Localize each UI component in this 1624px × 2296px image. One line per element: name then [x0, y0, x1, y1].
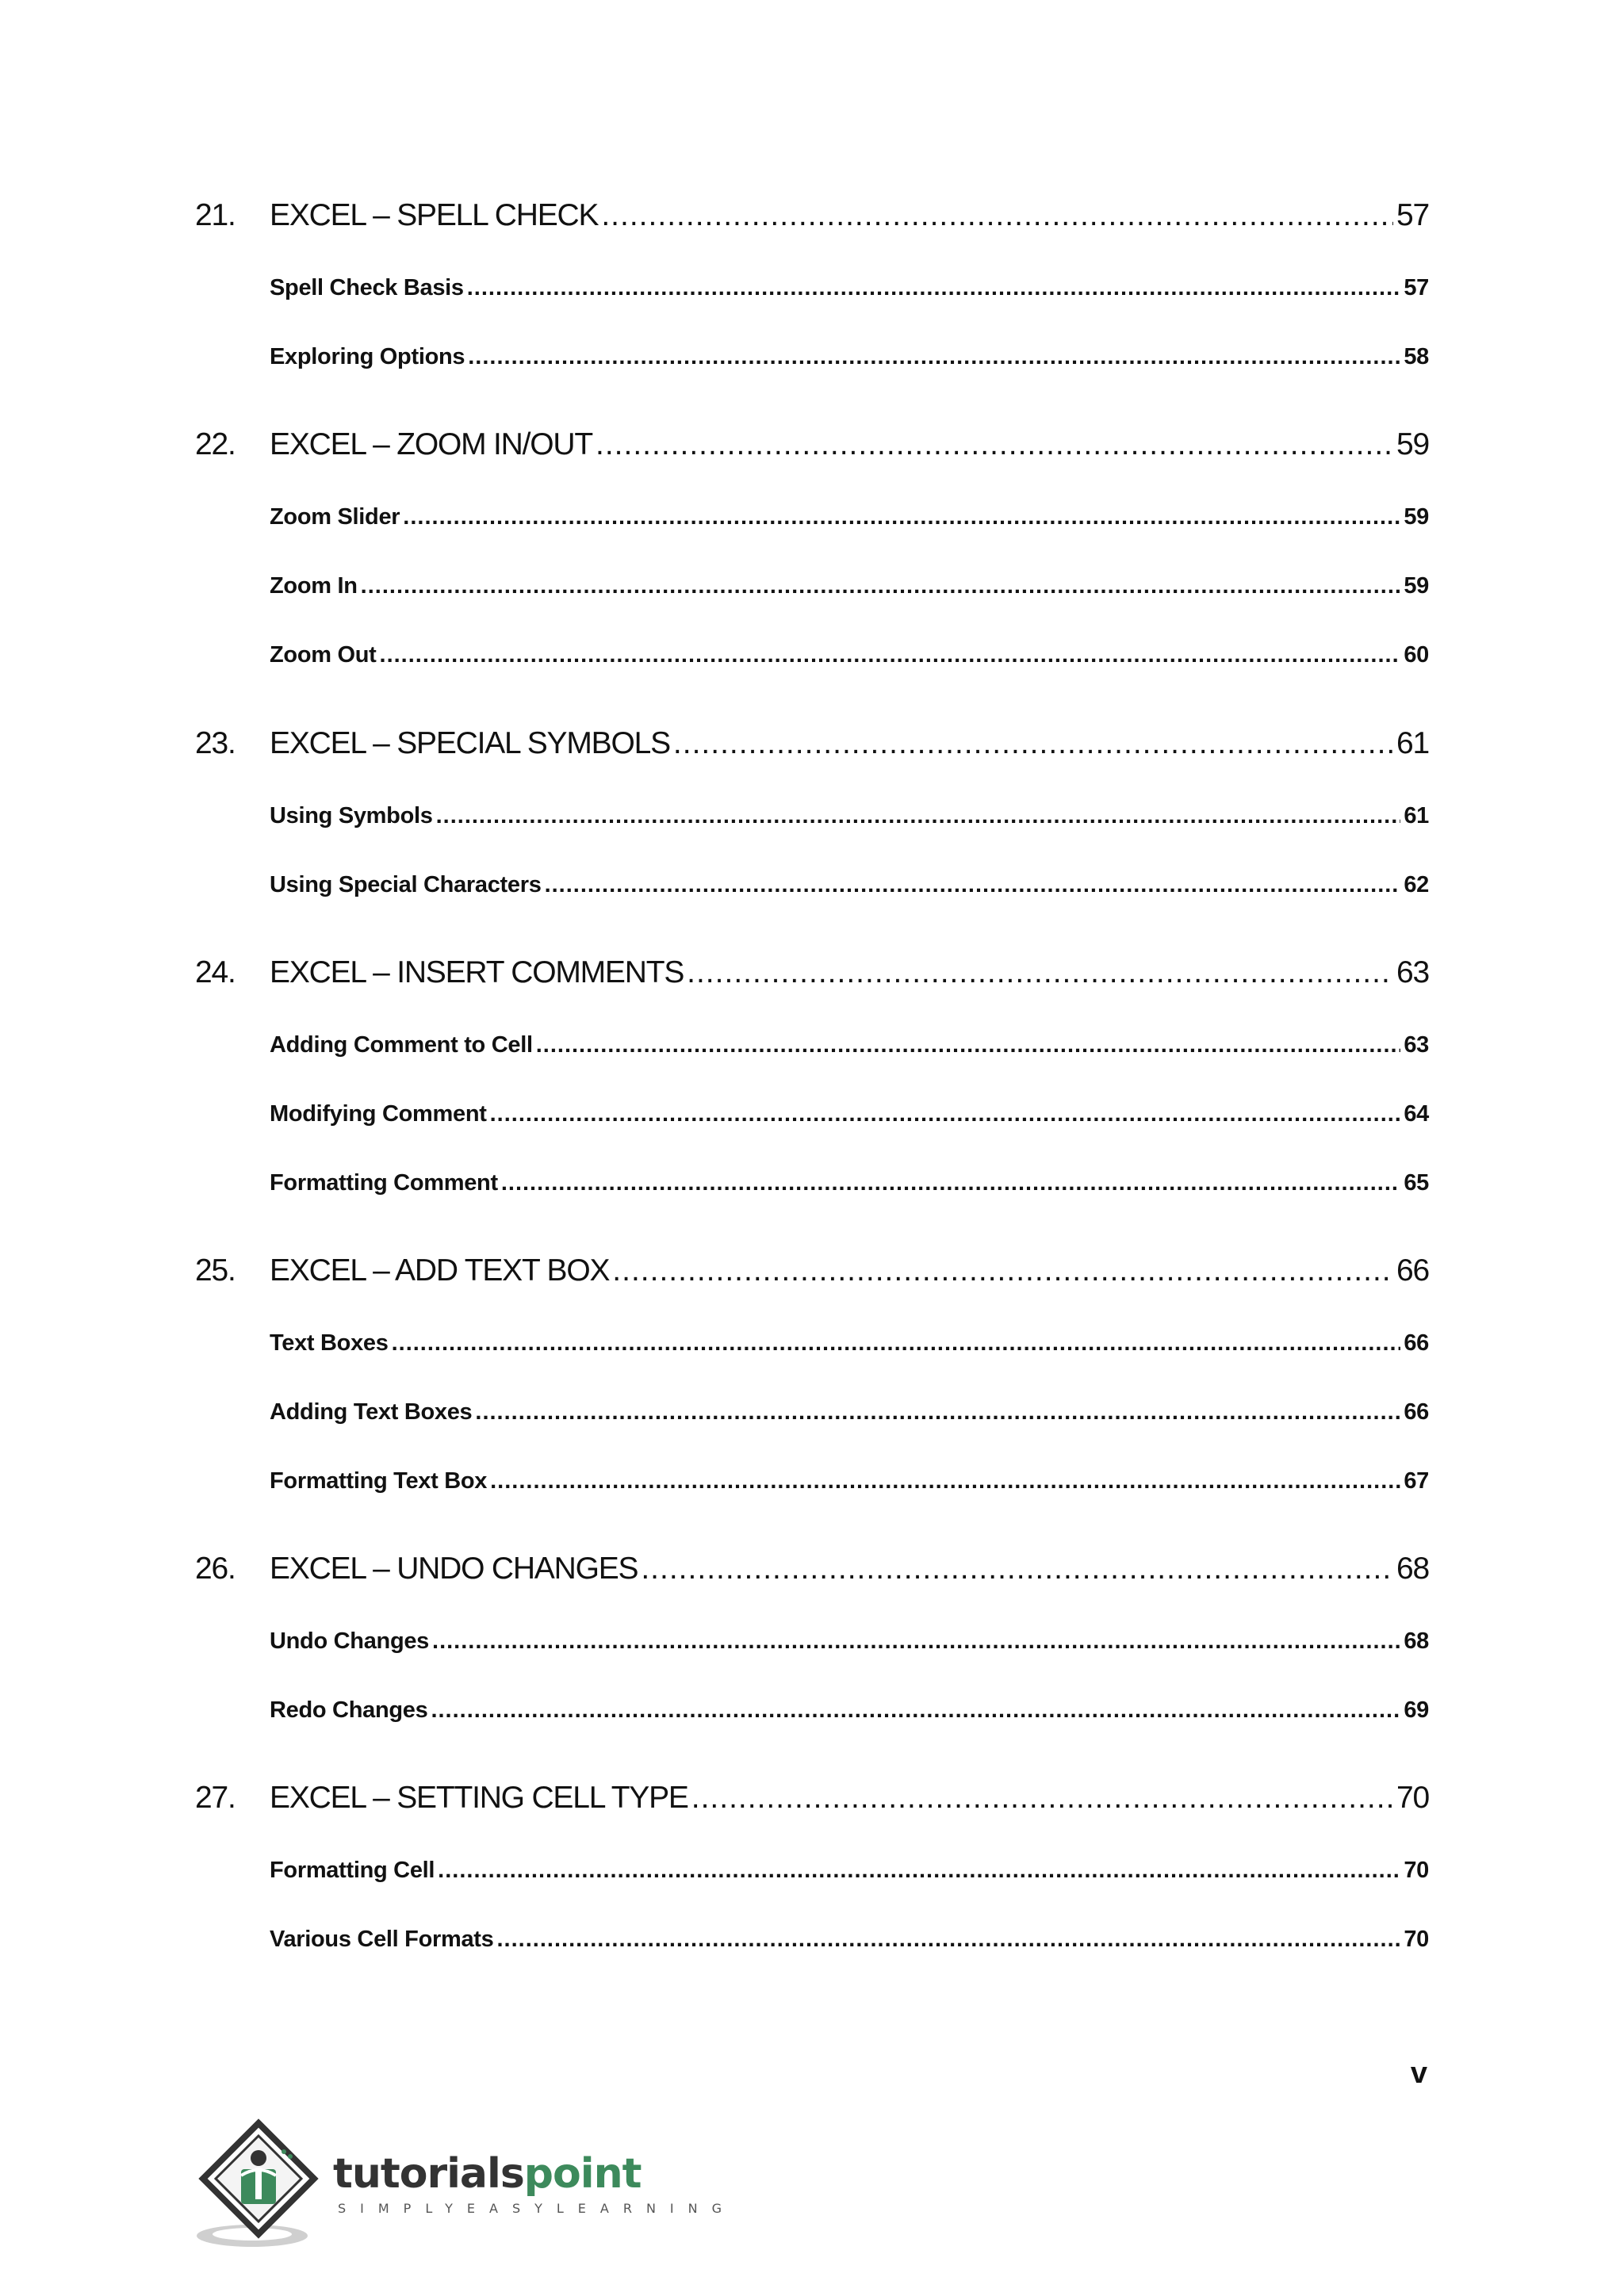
- page-number: 58: [1404, 344, 1429, 369]
- dot-leader: [431, 1697, 1400, 1724]
- chapter-number: 26.: [195, 1552, 236, 1586]
- chapter-title: EXCEL – ADD TEXT BOX: [270, 1253, 610, 1288]
- chapter-number: 27.: [195, 1781, 236, 1815]
- dot-leader: [380, 642, 1401, 668]
- toc-section-redo-changes[interactable]: [270, 1697, 1429, 1724]
- chapter-number: 24.: [195, 955, 236, 989]
- chapter-title: EXCEL – SPELL CHECK: [270, 198, 599, 232]
- section-title: Redo Changes: [270, 1697, 428, 1723]
- toc-chapter-25[interactable]: [195, 1253, 1429, 1288]
- section-title: Exploring Options: [270, 344, 465, 369]
- page-number: 65: [1404, 1170, 1429, 1196]
- section-title: Zoom Out: [270, 642, 377, 668]
- page-number: 70: [1404, 1858, 1429, 1883]
- page-number: 63: [1396, 955, 1429, 989]
- dot-leader: [536, 1032, 1401, 1058]
- toc-section-formatting-comment[interactable]: [270, 1170, 1429, 1196]
- page-number: 68: [1396, 1552, 1429, 1586]
- section-title: Adding Comment to Cell: [270, 1032, 533, 1058]
- page-number: 59: [1404, 573, 1429, 599]
- dot-leader: [438, 1858, 1400, 1884]
- toc-section-text-boxes[interactable]: [270, 1330, 1429, 1357]
- toc-chapter-24[interactable]: [195, 955, 1429, 990]
- page-number: 60: [1404, 642, 1429, 668]
- page-number: 59: [1404, 504, 1429, 530]
- page-number: 57: [1396, 198, 1429, 232]
- section-title: Formatting Text Box: [270, 1468, 488, 1494]
- tutorialspoint-logo: [195, 2117, 737, 2252]
- page-number: 62: [1404, 872, 1429, 897]
- logo-emblem-icon: [195, 2117, 330, 2252]
- dot-leader: [673, 726, 1393, 761]
- section-title: Using Special Characters: [270, 872, 542, 897]
- page-number: 61: [1396, 726, 1429, 760]
- dot-leader: [501, 1170, 1401, 1196]
- dot-leader: [601, 198, 1393, 233]
- dot-leader: [392, 1330, 1401, 1357]
- toc-section-using-special-characters[interactable]: [270, 872, 1429, 898]
- page-number: 66: [1404, 1330, 1429, 1356]
- chapter-number: 21.: [195, 198, 236, 232]
- dot-leader: [361, 573, 1401, 599]
- toc-section-zoom-out[interactable]: [270, 642, 1429, 668]
- chapter-title: EXCEL – ZOOM IN/OUT: [270, 427, 592, 461]
- toc-section-using-symbols[interactable]: [270, 803, 1429, 829]
- dot-leader: [596, 427, 1393, 462]
- dot-leader: [490, 1468, 1400, 1494]
- logo-tagline: SIMPLYEASYLEARNING: [338, 2201, 737, 2216]
- toc-section-exploring-options[interactable]: [270, 344, 1429, 370]
- toc-section-undo-changes[interactable]: [270, 1628, 1429, 1655]
- page-number: 67: [1404, 1468, 1429, 1494]
- toc-chapter-23[interactable]: [195, 726, 1429, 761]
- page-number: 69: [1404, 1697, 1429, 1723]
- section-title: Zoom Slider: [270, 504, 400, 530]
- section-title: Zoom In: [270, 573, 358, 599]
- toc-section-adding-text-boxes[interactable]: [270, 1399, 1429, 1425]
- toc-section-modifying-comment[interactable]: [270, 1101, 1429, 1127]
- page-number: 66: [1404, 1399, 1429, 1425]
- section-title: Various Cell Formats: [270, 1927, 494, 1952]
- page-number: 61: [1404, 803, 1429, 828]
- page-number: 63: [1404, 1032, 1429, 1058]
- page-number: 57: [1404, 275, 1429, 300]
- dot-leader: [545, 872, 1401, 898]
- section-title: Undo Changes: [270, 1628, 430, 1654]
- chapter-number: 23.: [195, 726, 236, 760]
- toc-chapter-27[interactable]: [195, 1781, 1429, 1816]
- page-number: 68: [1404, 1628, 1429, 1654]
- toc-section-zoom-in[interactable]: [270, 573, 1429, 599]
- dot-leader: [641, 1552, 1393, 1586]
- chapter-title: EXCEL – UNDO CHANGES: [270, 1552, 638, 1586]
- page-number-roman: v: [1410, 2057, 1427, 2090]
- section-title: Formatting Comment: [270, 1170, 498, 1196]
- chapter-title: EXCEL – INSERT COMMENTS: [270, 955, 684, 989]
- logo-wordmark: [333, 2150, 641, 2198]
- logo-word-tutorials: tutorials: [333, 2150, 524, 2198]
- chapter-number: 22.: [195, 427, 236, 461]
- section-title: Text Boxes: [270, 1330, 389, 1356]
- section-title: Spell Check Basis: [270, 275, 464, 300]
- dot-leader: [691, 1781, 1393, 1816]
- toc-section-formatting-cell[interactable]: [270, 1858, 1429, 1884]
- toc-chapter-22[interactable]: [195, 427, 1429, 462]
- page-number: 59: [1396, 427, 1429, 461]
- dot-leader: [432, 1628, 1400, 1655]
- dot-leader: [490, 1101, 1401, 1127]
- dot-leader: [403, 504, 1400, 530]
- page-number: 64: [1404, 1101, 1429, 1127]
- dot-leader: [687, 955, 1393, 990]
- chapter-number: 25.: [195, 1253, 236, 1288]
- dot-leader: [475, 1399, 1400, 1425]
- logo-word-point: point: [523, 2150, 642, 2198]
- toc-section-spell-check-basis[interactable]: [270, 275, 1429, 301]
- section-title: Adding Text Boxes: [270, 1399, 473, 1425]
- dot-leader: [467, 275, 1401, 301]
- page-number: 70: [1396, 1781, 1429, 1815]
- page-number: 70: [1404, 1927, 1429, 1952]
- section-title: Formatting Cell: [270, 1858, 435, 1883]
- toc-section-adding-comment-to-cell[interactable]: [270, 1032, 1429, 1058]
- page-number: 66: [1396, 1253, 1429, 1288]
- toc-chapter-26[interactable]: [195, 1552, 1429, 1586]
- dot-leader: [436, 803, 1401, 829]
- dot-leader: [497, 1927, 1401, 1953]
- toc-section-formatting-text-box[interactable]: [270, 1468, 1429, 1494]
- chapter-title: EXCEL – SPECIAL SYMBOLS: [270, 726, 670, 760]
- dot-leader: [468, 344, 1400, 370]
- chapter-title: EXCEL – SETTING CELL TYPE: [270, 1781, 688, 1815]
- toc-section-zoom-slider[interactable]: [270, 504, 1429, 530]
- toc-section-various-cell-formats[interactable]: [270, 1927, 1429, 1953]
- section-title: Using Symbols: [270, 803, 433, 828]
- toc-chapter-21[interactable]: [195, 198, 1429, 233]
- dot-leader: [612, 1253, 1393, 1288]
- section-title: Modifying Comment: [270, 1101, 487, 1127]
